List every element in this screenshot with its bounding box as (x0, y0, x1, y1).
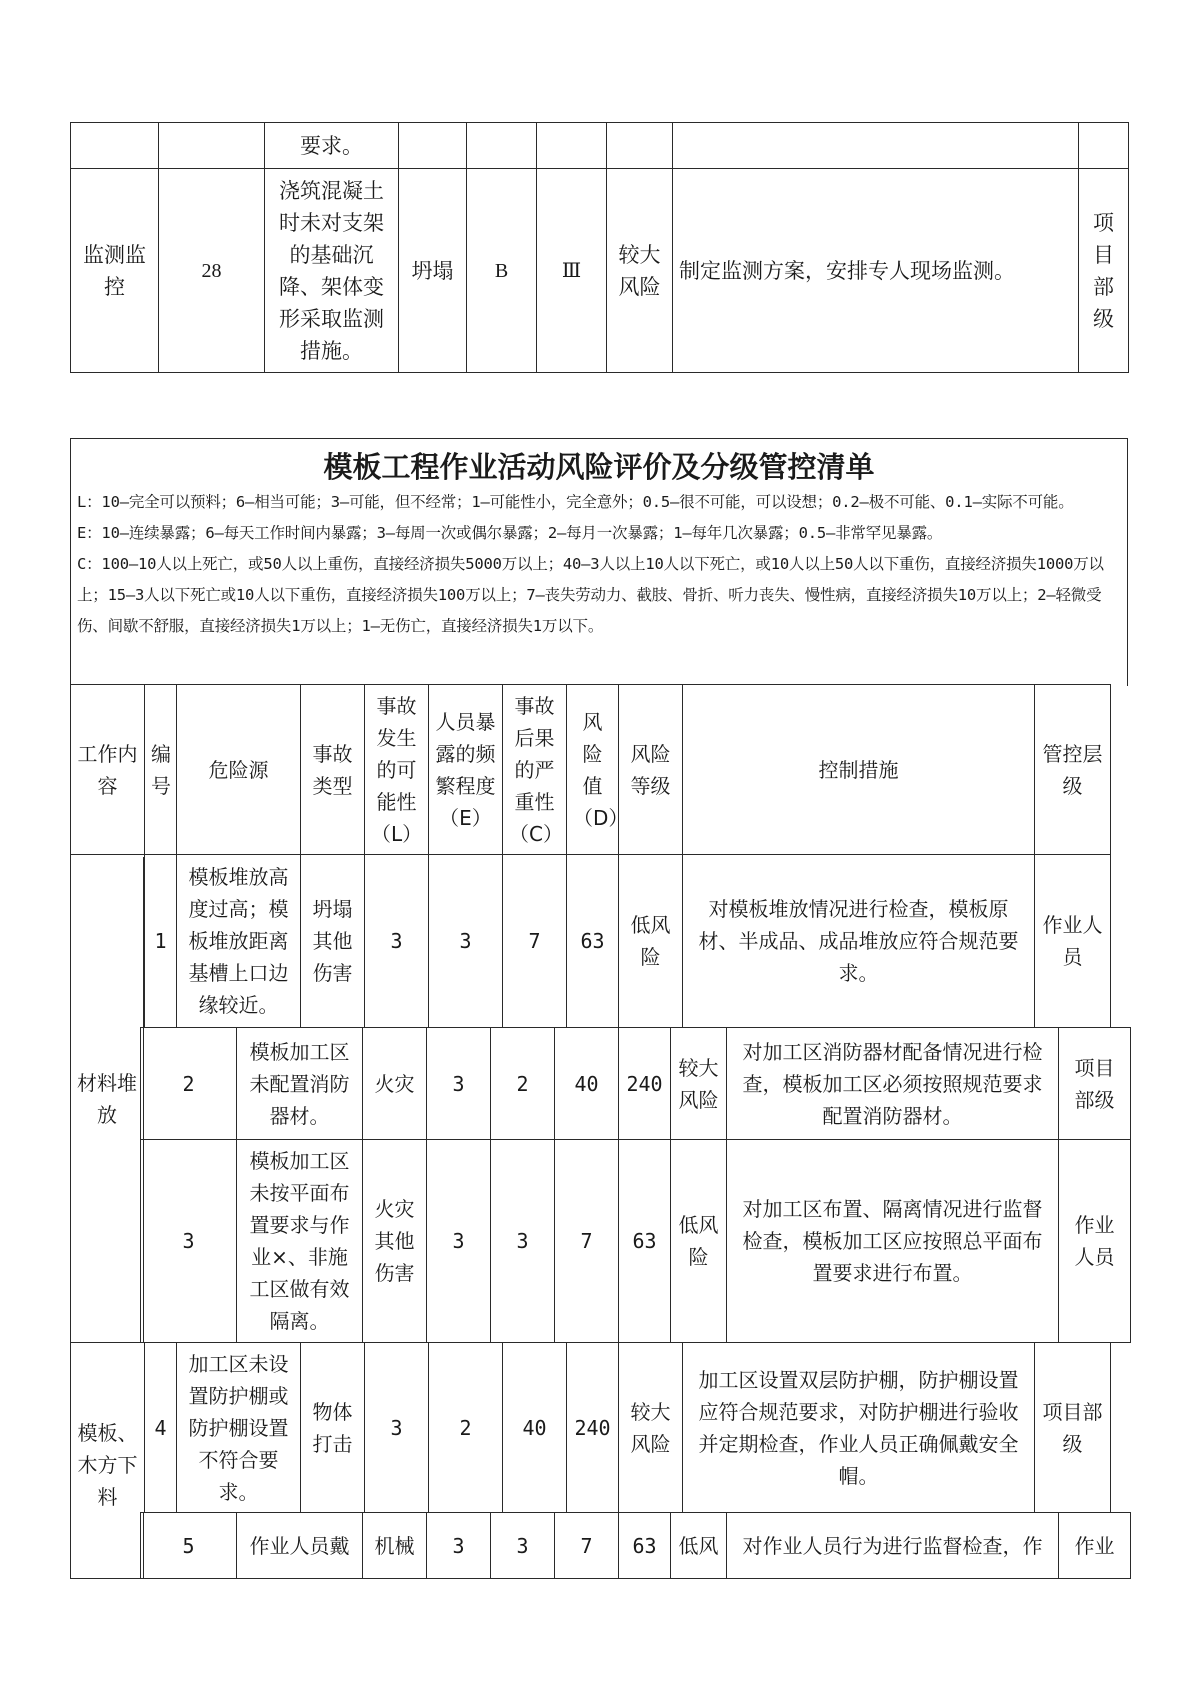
header-control: 控制措施 (683, 685, 1035, 855)
risk-level-cell: 低风 (671, 1513, 727, 1579)
risk-value-cell: 63 (567, 855, 619, 1028)
header-number: 编号 (145, 685, 177, 855)
likelihood-cell: 3 (365, 855, 429, 1028)
hazard-cell: 模板堆放高度过高；模板堆放距离基槽上口边缘较近。 (177, 855, 301, 1028)
table-row (71, 123, 1129, 169)
accident-type-cell: 物体打击 (301, 1343, 365, 1513)
table-row (141, 1028, 1131, 1140)
header-risk-level: 风险等级 (619, 685, 683, 855)
risk-value-cell: 63 (619, 1513, 671, 1579)
work-continuation-table (70, 1512, 144, 1579)
number-cell: 5 (141, 1513, 237, 1579)
hazard-cell: 模板加工区未按平面布置要求与作业×、非施工区做有效隔离。 (237, 1140, 363, 1343)
likelihood-cell: 3 (427, 1140, 491, 1343)
risk-subtable (140, 1027, 1131, 1343)
table-row (71, 857, 144, 1342)
consequence-cell: 7 (503, 855, 567, 1028)
risk-level-cell: 较大风险 (607, 169, 673, 373)
work-cell-empty (71, 1512, 144, 1578)
likelihood-cell: B (467, 169, 537, 373)
exposure-cell: 3 (429, 855, 503, 1028)
risk-value-cell: 240 (619, 1028, 671, 1140)
exposure-cell: 3 (491, 1140, 555, 1343)
exposure-cell: Ⅲ (537, 169, 607, 373)
header-consequence: 事故后果的严重性（C） (503, 685, 567, 855)
number-cell: 28 (159, 169, 265, 373)
hazard-cell: 要求。 (265, 123, 399, 169)
control-measure-cell: 对作业人员行为进行监督检查，作 (727, 1513, 1059, 1579)
consequence-cell: 7 (555, 1513, 619, 1579)
management-level-cell: 项目部级 (1059, 1028, 1131, 1140)
risk-level-cell: 低风险 (671, 1140, 727, 1343)
accident-type-cell: 火灾其他伤害 (363, 1140, 427, 1343)
consequence-cell: 7 (555, 1140, 619, 1343)
number-cell: 2 (141, 1028, 237, 1140)
header-hazard: 危险源 (177, 685, 301, 855)
number-cell: 1 (145, 855, 177, 1028)
top-table (70, 122, 1129, 373)
hazard-cell: 模板加工区未配置消防器材。 (237, 1028, 363, 1140)
work-merged-table (70, 857, 144, 1343)
legend-l: L：10—完全可以预料；6—相当可能；3—可能，但不经常；1—可能性小，完全意外；0.5—很不可能，可以设想；0.2—极不可能、0.1—实际不可能。 (77, 493, 1074, 511)
hazard-cell: 浇筑混凝土时未对支架的基础沉降、架体变形采取监测措施。 (265, 169, 399, 373)
management-level-cell: 项目部级 (1079, 169, 1129, 373)
exposure-cell: 2 (429, 1343, 503, 1513)
work-cell: 材料堆放 (71, 857, 144, 1342)
consequence-cell: 40 (555, 1028, 619, 1140)
accident-type-cell: 火灾 (363, 1028, 427, 1140)
likelihood-cell: 3 (427, 1513, 491, 1579)
hazard-cell: 作业人员戴 (237, 1513, 363, 1579)
control-measure-cell: 对模板堆放情况进行检查，模板原材、半成品、成品堆放应符合规范要求。 (683, 855, 1035, 1028)
control-measure-cell: 对加工区布置、隔离情况进行监督检查，模板加工区应按照总平面布置要求进行布置。 (727, 1140, 1059, 1343)
control-measure-cell: 制定监测方案，安排专人现场监测。 (673, 169, 1079, 373)
table-row (71, 1512, 144, 1578)
risk-table (70, 684, 1111, 1028)
risk-level-cell: 较大风险 (671, 1028, 727, 1140)
accident-type-cell: 坍塌其他伤害 (301, 855, 365, 1028)
risk-value-cell: 63 (619, 1140, 671, 1343)
management-level-cell: 作业人员 (1059, 1140, 1131, 1343)
risk-table-continued (70, 1342, 1111, 1513)
header-row (71, 685, 1111, 855)
consequence-cell: 40 (503, 1343, 567, 1513)
header-management-level: 管控层级 (1035, 685, 1111, 855)
header-risk-value: 风险值（D） (567, 685, 619, 855)
likelihood-cell: 3 (365, 1343, 429, 1513)
number-cell: 4 (145, 1343, 177, 1513)
table-row (141, 1140, 1131, 1343)
exposure-cell: 2 (491, 1028, 555, 1140)
risk-value-cell: 240 (567, 1343, 619, 1513)
legend-e: E：10—连续暴露；6—每天工作时间内暴露；3—每周一次或偶尔暴露；2—每月一次暴露；1—每年几次暴露；0.5—非常罕见暴露。 (77, 524, 943, 542)
risk-subtable-continued (140, 1512, 1131, 1579)
management-level-cell: 作业 (1059, 1513, 1131, 1579)
table-row (141, 1513, 1131, 1579)
work-label: 模板、木方下料 (77, 1420, 138, 1509)
hazard-cell: 加工区未设置防护棚或防护棚设置不符合要求。 (177, 1343, 301, 1513)
legend-c: C：100—10人以上死亡，或50人以上重伤，直接经济损失5000万以上；40—3人以上10人以下死亡，或10人以上50人以下重伤，直接经济损失1000万以上；15—3人以下死亡或10人以下重伤，直接经济损失100万以上；7—丧失劳动力、截肢、骨折、听力丧失、慢性病，直接经济损失10万以上；2—轻微受伤、间歇不舒服，直接经济损失1万以上；1—无伤亡，直接经济损失1万以下。 (77, 555, 1104, 635)
table-row (71, 169, 1129, 373)
accident-type-cell: 机械 (363, 1513, 427, 1579)
control-measure-cell: 加工区设置双层防护棚，防护棚设置应符合规范要求，对防护棚进行验收并定期检查，作业人员正确佩戴安全帽。 (683, 1343, 1035, 1513)
legend-box (70, 438, 1128, 686)
header-accident-type: 事故类型 (301, 685, 365, 855)
accident-type-cell: 坍塌 (399, 169, 467, 373)
exposure-cell: 3 (491, 1513, 555, 1579)
page-title: 模板工程作业活动风险评价及分级管控清单 (323, 450, 875, 484)
work-cell: 监测监控 (71, 169, 159, 373)
header-likelihood: 事故发生的可能性（L） (365, 685, 429, 855)
management-level-cell: 项目部级 (1035, 1343, 1111, 1513)
likelihood-cell: 3 (427, 1028, 491, 1140)
work-cell (71, 1343, 145, 1513)
control-measure-cell: 对加工区消防器材配备情况进行检查，模板加工区必须按照规范要求配置消防器材。 (727, 1028, 1059, 1140)
table-row (71, 1343, 1111, 1513)
header-exposure: 人员暴露的频繁程度（E） (429, 685, 503, 855)
management-level-cell: 作业人员 (1035, 855, 1111, 1028)
risk-level-cell: 较大风险 (619, 1343, 683, 1513)
header-work: 工作内容 (71, 685, 145, 855)
number-cell: 3 (141, 1140, 237, 1343)
table-row (71, 855, 1111, 1028)
risk-level-cell: 低风险 (619, 855, 683, 1028)
